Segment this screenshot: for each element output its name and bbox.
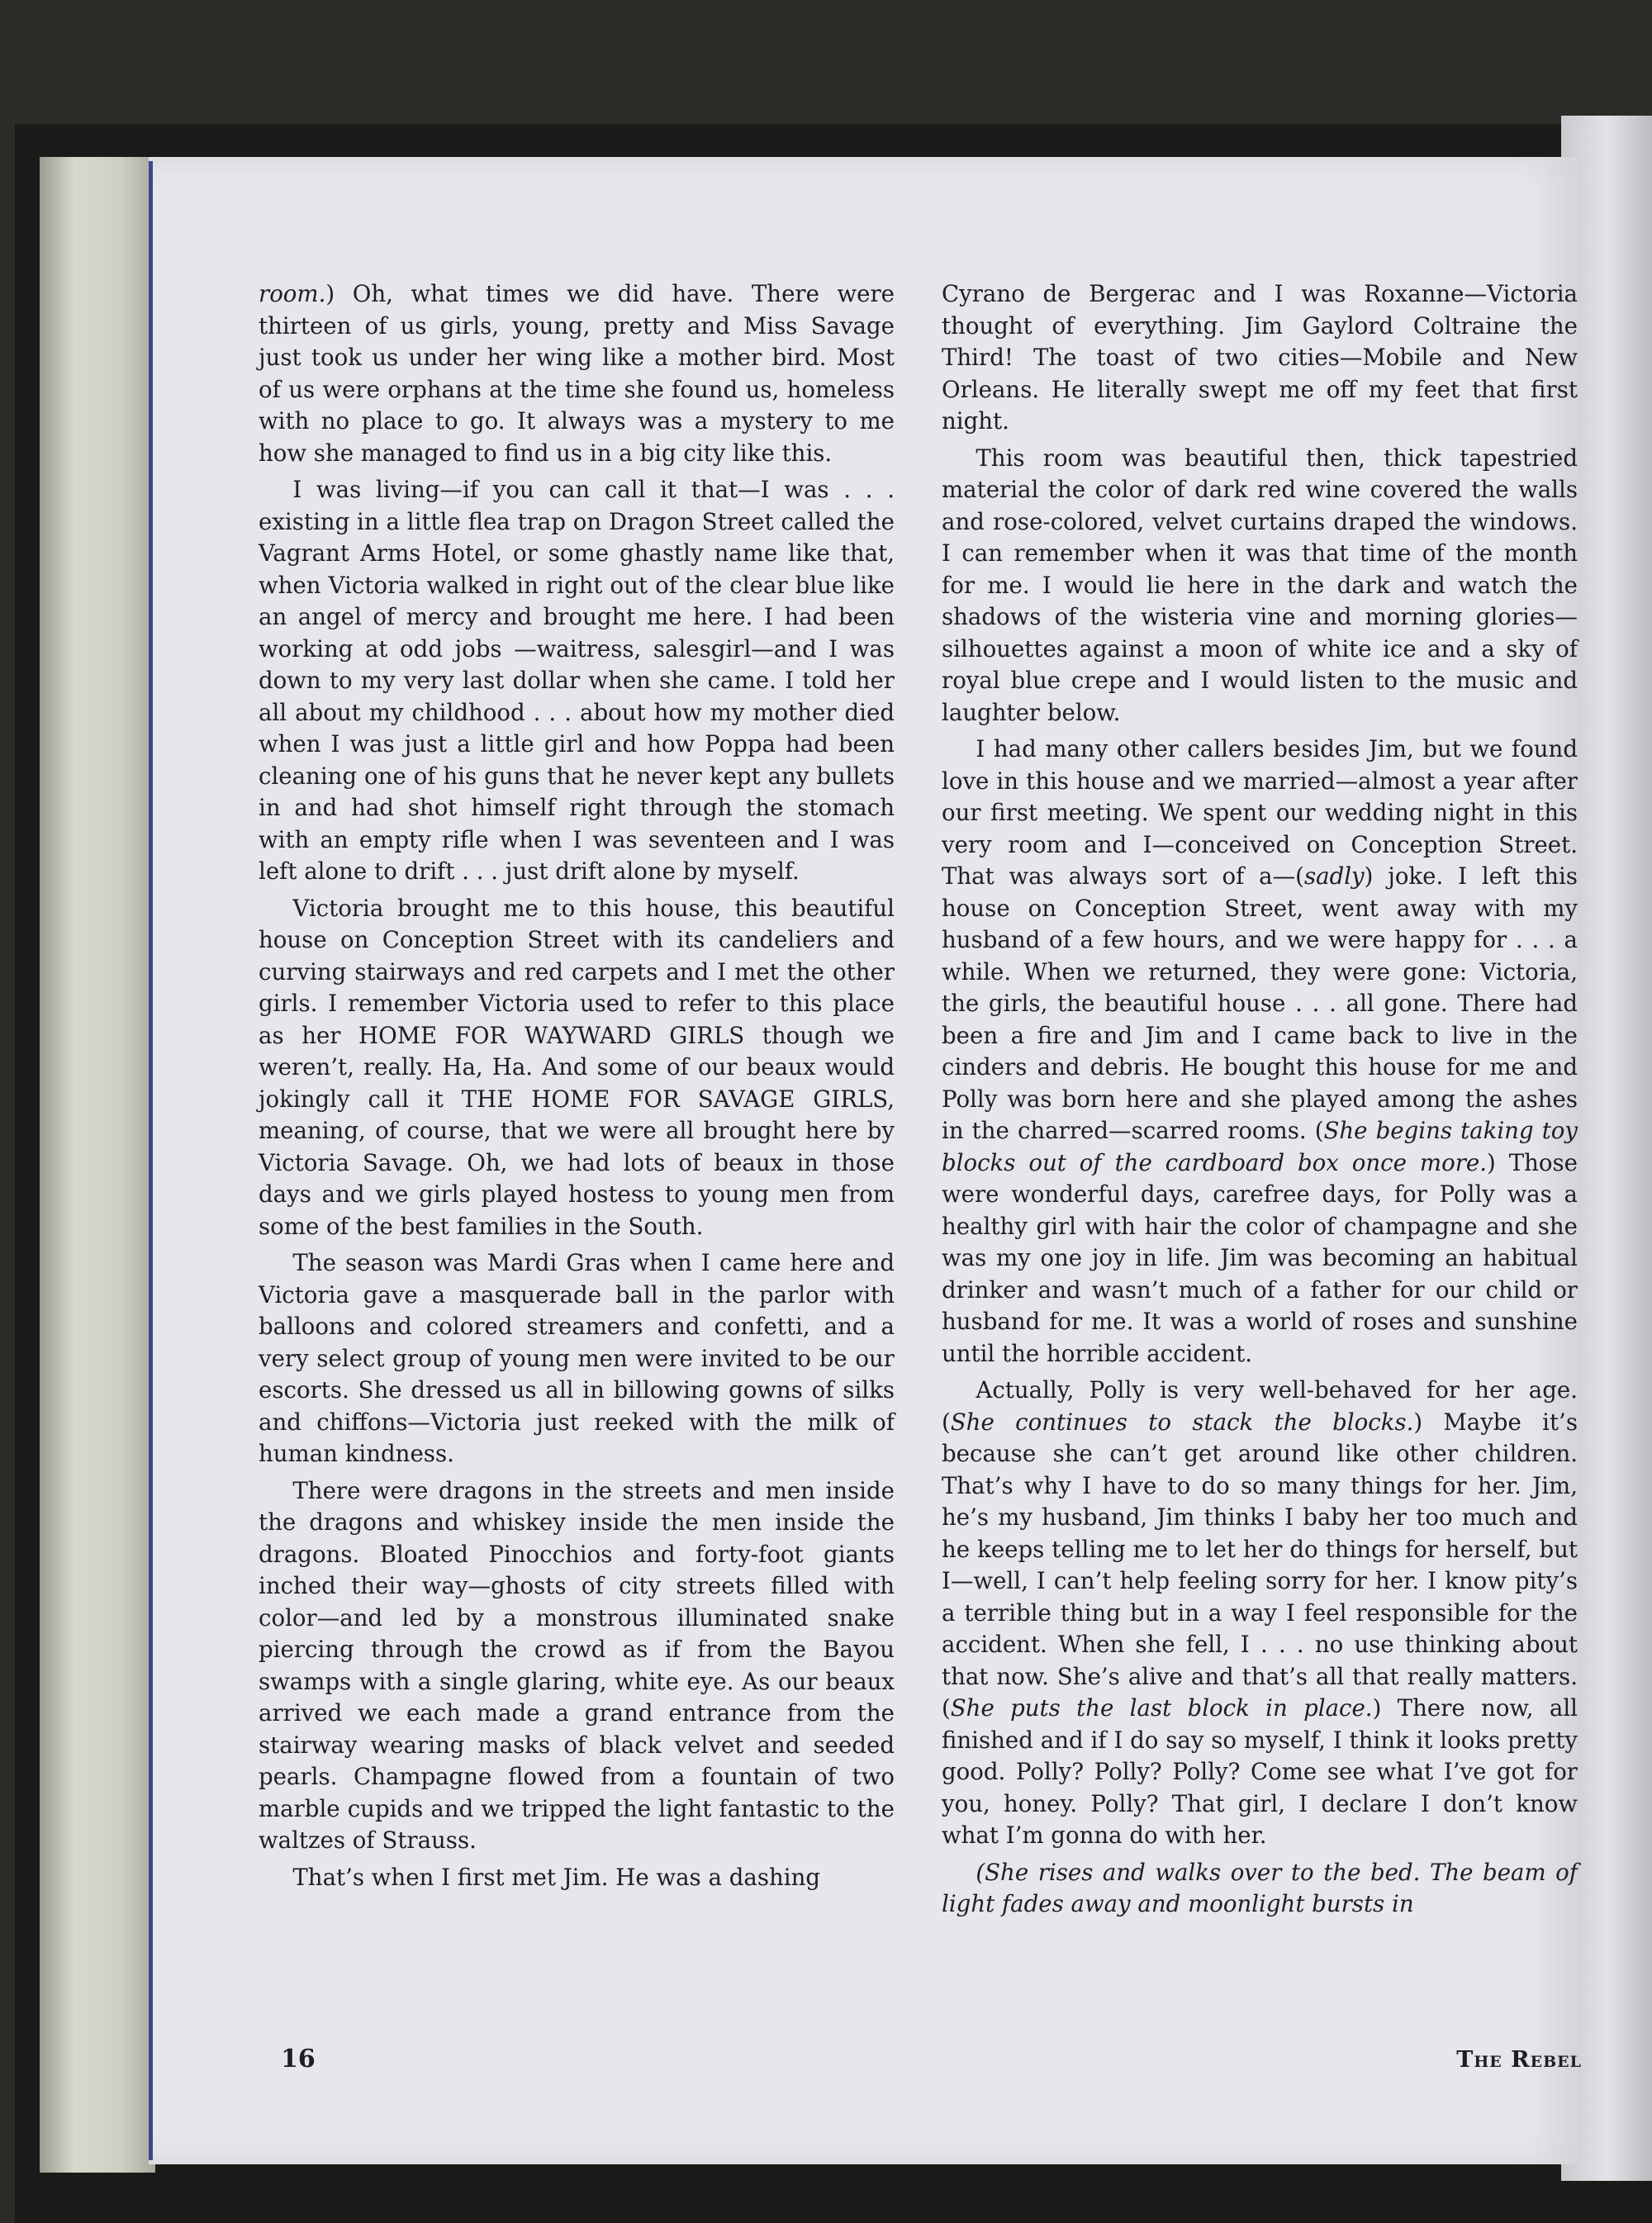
running-title: The Rebel: [1456, 2047, 1582, 2073]
page-number: 16: [281, 2045, 316, 2073]
left-text-column: [259, 278, 895, 1893]
paragraph: [259, 893, 895, 1243]
paragraph: [942, 1857, 1578, 1921]
paragraph: [942, 443, 1578, 729]
text-run: Victoria brought me to this house, this beautiful house on Conception Street with its candeliers and curving stairways and red carpets and I met the other girls. I remember Victoria used to refer to this place as her HOME FOR WAYWARD GIRLS though we weren’t, really. Ha, Ha. And some of our beaux would jokingly call it THE HOME FOR SAVAGE GIRLS, meaning, of course, that we were all brought here by Victoria Savage. Oh, we had lots of beaux in those days and we girls played hostess to young men from some of the best families in the South.: [259, 894, 895, 1240]
text-run: I was living—if you can call it that—I was . . . existing in a little flea trap on Dragon Street called the Vagrant Arms Hotel, or some ghastly name like that, when Victoria walked in right out of the clear blue like an angel of mercy and brought me here. I had been working at odd jobs —waitress, salesgirl—and I was down to my very last dollar when she came. I told her all about my childhood . . . about how my mother died when I was just a little girl and how Poppa had been cleaning one of his guns that he never kept any bullets in and had shot himself right through the stomach with an empty rifle when I was seventeen and I was left alone to drift . . . just drift alone by myself.: [259, 476, 895, 885]
right-text-column: [942, 278, 1578, 1921]
text-run: There were dragons in the streets and men inside the dragons and whiskey inside the men inside the dragons. Bloated Pinocchios and forty-foot giants inched their way—ghosts of city streets filled with color—and led by a monstrous illuminated snake piercing through the crowd as if from the Bayou swamps with a single glaring, white eye. As our beaux arrived we each made a grand entrance from the stairway wearing masks of black velvet and seeded pearls. Champagne flowed from a fountain of two marble cupids and we tripped the light fantastic to the waltzes of Strauss.: [259, 1476, 895, 1854]
page-stack-edge: [40, 157, 155, 2173]
paragraph: [259, 278, 895, 469]
text-run: ) Maybe it’s because she can’t get around like other children. That’s why I have to do so many things for her. Jim, he’s my husband, Jim thinks I baby her too much and he keeps telling me to let her do things for herself, but I—well, I can’t help feeling sorry for her. I know pity’s a terrible thing but in a way I feel responsible for the accident. When she fell, I . . . no use thinking about that now. She’s alive and that’s all that really matters. (: [942, 1408, 1578, 1722]
text-run: Actually, Polly is very well-behaved for her age. (: [942, 1376, 1578, 1436]
text-run: That’s when I first met Jim. He was a dashing: [292, 1863, 821, 1891]
page-edge-rule: [149, 161, 153, 2160]
text-run: I had many other callers besides Jim, but we found love in this house and we married—almost a year after our first meeting. We spent our wedding night in this very room and I—conceived on Conception Street. That was always sort of a—(: [942, 735, 1578, 890]
paragraph: [259, 474, 895, 888]
text-run: ) Oh, what times we did have. There were thirteen of us girls, young, pretty and Miss Savage just took us under her wing like a mother bird. Most of us were orphans at the time she found us, homeless with no place to go. It always was a mystery to me how she managed to find us in a big city like this.: [259, 280, 895, 467]
paragraph: [259, 1247, 895, 1470]
stage-direction: sadly: [1303, 862, 1365, 890]
stage-direction: She puts the last block in place.: [950, 1694, 1373, 1722]
text-run: The season was Mardi Gras when I came here and Victoria gave a masquerade ball in the parlor with balloons and colored streamers and confetti, and a very select group of young men were invited to be our escorts. She dressed us all in billowing gowns of silks and chiffons—Victoria just reeked with the milk of human kindness.: [259, 1249, 895, 1467]
stage-direction: She continues to stack the blocks.: [950, 1408, 1414, 1436]
stage-direction: She begins taking toy blocks out of the cardboard box once more.: [942, 1117, 1578, 1176]
text-run: This room was beautiful then, thick tapestried material the color of dark red wine covered the walls and rose-colored, velvet curtains draped the windows. I can remember when it was that time of the month for me. I would lie here in the dark and watch the shadows of the wisteria vine and morning glories—silhouettes against a moon of white ice and a sky of royal blue crepe and I would listen to the music and laughter below.: [942, 444, 1578, 726]
paragraph: [259, 1862, 895, 1894]
paragraph: [942, 1375, 1578, 1852]
paragraph: [942, 734, 1578, 1370]
paragraph: [942, 278, 1578, 438]
stage-direction: (She rises and walks over to the bed. The beam of light fades away and moonlight bursts in: [942, 1858, 1578, 1917]
text-run: ) joke. I left this house on Conception Street, went away with my husband of a few hours, and we were happy for . . . a while. When we returned, they were gone: Victoria, the girls, the beautiful house . . . all gone. There had been a fire and Jim and I came back to live in the cinders and debris. He bought this house for me and Polly was born here and she played among the ashes in the charred—scarred rooms. (: [942, 862, 1578, 1144]
paragraph: [259, 1475, 895, 1857]
text-run: ) Those were wonderful days, carefree days, for Polly was a healthy girl with hair the color of champagne and she was my one joy in life. Jim was becoming an habitual drinker and wasn’t much of a father for our child or husband for me. It was a world of roses and sunshine until the horrible accident.: [942, 1148, 1578, 1367]
stage-direction: room.: [259, 280, 326, 307]
text-run: Cyrano de Bergerac and I was Roxanne—Victoria thought of everything. Jim Gaylord Coltraine the Third! The toast of two cities—Mobile and New Orleans. He literally swept me off my feet that first night.: [942, 280, 1578, 435]
text-run: ) There now, all finished and if I do say so myself, I think it looks pretty good. Polly? Polly? Polly? Come see what I’ve got for you, honey. Polly? That girl, I declare I don’t know what I’m gonna do with her.: [942, 1694, 1578, 1849]
